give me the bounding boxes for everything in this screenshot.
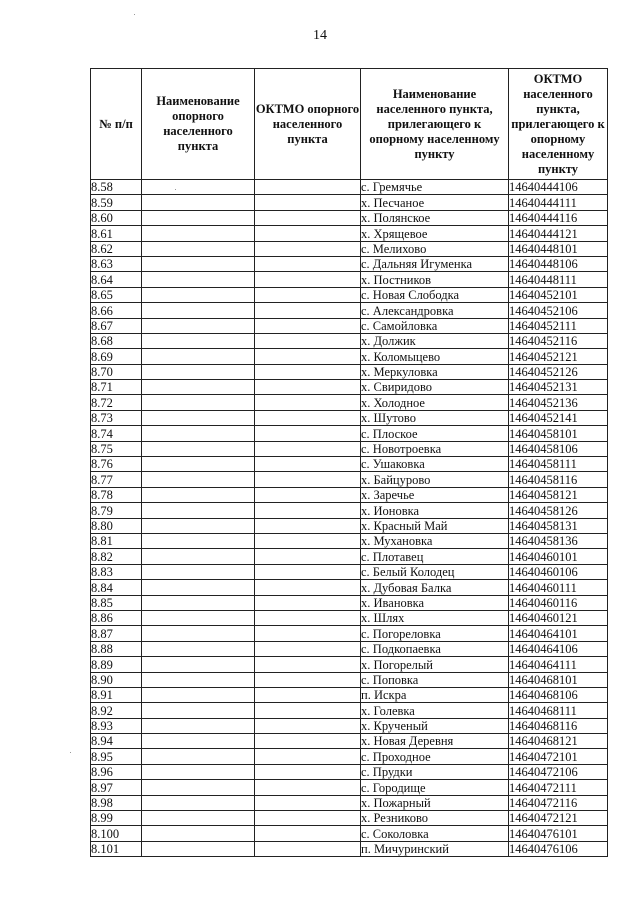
row-number: 8.58 <box>91 180 142 195</box>
table-row <box>91 564 608 579</box>
scan-speck <box>175 189 176 190</box>
settlement-name: х. Свиридово <box>361 380 509 395</box>
table-row <box>91 795 608 810</box>
ref-settlement-name <box>142 364 255 379</box>
settlement-oktmo: 14640452131 <box>509 380 608 395</box>
settlement-oktmo: 14640472121 <box>509 811 608 826</box>
settlement-name: с. Проходное <box>361 749 509 764</box>
settlement-oktmo: 14640458121 <box>509 487 608 502</box>
settlement-name: х. Холодное <box>361 395 509 410</box>
row-number: 8.79 <box>91 503 142 518</box>
ref-settlement-oktmo <box>255 441 361 456</box>
row-number: 8.99 <box>91 811 142 826</box>
table-row <box>91 303 608 318</box>
table-row <box>91 287 608 302</box>
row-number: 8.87 <box>91 626 142 641</box>
table-row <box>91 487 608 502</box>
ref-settlement-name <box>142 626 255 641</box>
settlement-oktmo: 14640472116 <box>509 795 608 810</box>
settlement-name: с. Городище <box>361 780 509 795</box>
table-row <box>91 533 608 548</box>
scan-speck <box>134 14 135 15</box>
table-row <box>91 626 608 641</box>
settlement-name: х. Полянское <box>361 210 509 225</box>
row-number: 8.59 <box>91 195 142 210</box>
table-row <box>91 595 608 610</box>
ref-settlement-name <box>142 780 255 795</box>
ref-settlement-oktmo <box>255 180 361 195</box>
ref-settlement-name <box>142 241 255 256</box>
row-number: 8.70 <box>91 364 142 379</box>
ref-settlement-name <box>142 503 255 518</box>
table-row <box>91 441 608 456</box>
page-number: 14 <box>313 28 327 43</box>
settlement-name: х. Меркуловка <box>361 364 509 379</box>
table-header <box>91 69 608 180</box>
table-row <box>91 410 608 425</box>
settlement-oktmo: 14640476106 <box>509 841 608 856</box>
settlement-name: с. Гремячье <box>361 180 509 195</box>
settlement-oktmo: 14640458136 <box>509 533 608 548</box>
table-row <box>91 318 608 333</box>
settlement-oktmo: 14640460101 <box>509 549 608 564</box>
row-number: 8.98 <box>91 795 142 810</box>
ref-settlement-oktmo <box>255 811 361 826</box>
ref-settlement-oktmo <box>255 718 361 733</box>
ref-settlement-name <box>142 349 255 364</box>
header-adj-oktmo: ОКТМО населенного пункта, прилегающего к опорному населенному пункту <box>509 69 608 180</box>
settlement-name: х. Шлях <box>361 610 509 625</box>
settlement-oktmo: 14640452111 <box>509 318 608 333</box>
settlement-oktmo: 14640448111 <box>509 272 608 287</box>
ref-settlement-oktmo <box>255 533 361 548</box>
ref-settlement-name <box>142 826 255 841</box>
row-number: 8.95 <box>91 749 142 764</box>
settlement-oktmo: 14640458131 <box>509 518 608 533</box>
table-row <box>91 226 608 241</box>
settlement-name: с. Александровка <box>361 303 509 318</box>
row-number: 8.71 <box>91 380 142 395</box>
row-number: 8.84 <box>91 580 142 595</box>
settlement-name: х. Красный Май <box>361 518 509 533</box>
settlement-name: х. Постников <box>361 272 509 287</box>
ref-settlement-name <box>142 380 255 395</box>
table-row <box>91 580 608 595</box>
ref-settlement-oktmo <box>255 287 361 302</box>
ref-settlement-oktmo <box>255 687 361 702</box>
settlement-oktmo: 14640452116 <box>509 333 608 348</box>
row-number: 8.73 <box>91 410 142 425</box>
settlement-oktmo: 14640458111 <box>509 457 608 472</box>
ref-settlement-oktmo <box>255 380 361 395</box>
settlement-name: с. Плотавец <box>361 549 509 564</box>
ref-settlement-oktmo <box>255 595 361 610</box>
settlement-oktmo: 14640468116 <box>509 718 608 733</box>
table-body <box>91 180 608 857</box>
ref-settlement-oktmo <box>255 657 361 672</box>
ref-settlement-oktmo <box>255 564 361 579</box>
row-number: 8.62 <box>91 241 142 256</box>
ref-settlement-name <box>142 272 255 287</box>
ref-settlement-name <box>142 287 255 302</box>
table-row <box>91 841 608 856</box>
ref-settlement-name <box>142 672 255 687</box>
table-row <box>91 518 608 533</box>
settlement-oktmo: 14640460121 <box>509 610 608 625</box>
settlement-name: х. Ионовка <box>361 503 509 518</box>
ref-settlement-oktmo <box>255 318 361 333</box>
ref-settlement-oktmo <box>255 780 361 795</box>
ref-settlement-name <box>142 410 255 425</box>
row-number: 8.63 <box>91 256 142 271</box>
settlement-oktmo: 14640468111 <box>509 703 608 718</box>
settlement-name: с. Мелихово <box>361 241 509 256</box>
settlement-name: с. Новая Слободка <box>361 287 509 302</box>
table-row <box>91 364 608 379</box>
settlement-name: х. Хрящевое <box>361 226 509 241</box>
ref-settlement-oktmo <box>255 364 361 379</box>
row-number: 8.61 <box>91 226 142 241</box>
settlement-name: х. Погорелый <box>361 657 509 672</box>
header-ref-name: Наименование опорного населенного пункта <box>142 69 255 180</box>
ref-settlement-oktmo <box>255 487 361 502</box>
settlement-oktmo: 14640460116 <box>509 595 608 610</box>
row-number: 8.91 <box>91 687 142 702</box>
settlement-name: с. Новотроевка <box>361 441 509 456</box>
ref-settlement-name <box>142 457 255 472</box>
ref-settlement-oktmo <box>255 256 361 271</box>
table-row <box>91 180 608 195</box>
settlement-oktmo: 14640464111 <box>509 657 608 672</box>
settlement-oktmo: 14640452106 <box>509 303 608 318</box>
ref-settlement-name <box>142 303 255 318</box>
ref-settlement-oktmo <box>255 580 361 595</box>
header-num: № п/п <box>91 69 142 180</box>
ref-settlement-oktmo <box>255 241 361 256</box>
ref-settlement-name <box>142 426 255 441</box>
ref-settlement-oktmo <box>255 333 361 348</box>
ref-settlement-name <box>142 564 255 579</box>
row-number: 8.75 <box>91 441 142 456</box>
table-row <box>91 811 608 826</box>
table-row <box>91 472 608 487</box>
table-row <box>91 672 608 687</box>
settlement-oktmo: 14640452126 <box>509 364 608 379</box>
ref-settlement-name <box>142 472 255 487</box>
ref-settlement-oktmo <box>255 410 361 425</box>
table-row <box>91 749 608 764</box>
ref-settlement-oktmo <box>255 826 361 841</box>
settlement-name: х. Заречье <box>361 487 509 502</box>
settlement-name: х. Крученый <box>361 718 509 733</box>
table-row <box>91 195 608 210</box>
row-number: 8.64 <box>91 272 142 287</box>
row-number: 8.83 <box>91 564 142 579</box>
settlement-oktmo: 14640452141 <box>509 410 608 425</box>
settlement-oktmo: 14640458101 <box>509 426 608 441</box>
settlement-name: х. Резниково <box>361 811 509 826</box>
row-number: 8.66 <box>91 303 142 318</box>
settlement-oktmo: 14640468121 <box>509 734 608 749</box>
row-number: 8.67 <box>91 318 142 333</box>
ref-settlement-name <box>142 687 255 702</box>
settlement-oktmo: 14640472101 <box>509 749 608 764</box>
settlement-name: х. Пожарный <box>361 795 509 810</box>
settlement-name: с. Соколовка <box>361 826 509 841</box>
table-row <box>91 734 608 749</box>
ref-settlement-oktmo <box>255 272 361 287</box>
table-row <box>91 272 608 287</box>
ref-settlement-name <box>142 795 255 810</box>
scan-speck <box>70 752 71 753</box>
settlement-oktmo: 14640444116 <box>509 210 608 225</box>
ref-settlement-name <box>142 718 255 733</box>
ref-settlement-name <box>142 256 255 271</box>
ref-settlement-name <box>142 734 255 749</box>
settlement-name: с. Поповка <box>361 672 509 687</box>
row-number: 8.77 <box>91 472 142 487</box>
ref-settlement-name <box>142 549 255 564</box>
table-row <box>91 426 608 441</box>
ref-settlement-oktmo <box>255 395 361 410</box>
ref-settlement-oktmo <box>255 549 361 564</box>
ref-settlement-name <box>142 811 255 826</box>
row-number: 8.90 <box>91 672 142 687</box>
ref-settlement-name <box>142 180 255 195</box>
ref-settlement-oktmo <box>255 349 361 364</box>
row-number: 8.89 <box>91 657 142 672</box>
settlement-name: х. Голевка <box>361 703 509 718</box>
table-row <box>91 210 608 225</box>
ref-settlement-name <box>142 333 255 348</box>
settlement-oktmo: 14640464101 <box>509 626 608 641</box>
settlement-oktmo: 14640452136 <box>509 395 608 410</box>
settlement-oktmo: 14640458126 <box>509 503 608 518</box>
settlement-name: с. Погореловка <box>361 626 509 641</box>
ref-settlement-oktmo <box>255 734 361 749</box>
row-number: 8.60 <box>91 210 142 225</box>
settlement-name: п. Искра <box>361 687 509 702</box>
settlement-name: х. Должик <box>361 333 509 348</box>
ref-settlement-name <box>142 533 255 548</box>
row-number: 8.76 <box>91 457 142 472</box>
table-row <box>91 333 608 348</box>
table-row <box>91 380 608 395</box>
settlement-name: с. Белый Колодец <box>361 564 509 579</box>
settlement-oktmo: 14640452101 <box>509 287 608 302</box>
settlements-table <box>90 68 608 857</box>
settlement-oktmo: 14640458116 <box>509 472 608 487</box>
ref-settlement-name <box>142 318 255 333</box>
settlement-name: х. Дубовая Балка <box>361 580 509 595</box>
table-row <box>91 349 608 364</box>
settlement-oktmo: 14640444121 <box>509 226 608 241</box>
ref-settlement-oktmo <box>255 703 361 718</box>
header-adj-name: Наименование населенного пункта, прилегающего к опорному населенному пункту <box>361 69 509 180</box>
settlement-name: х. Песчаное <box>361 195 509 210</box>
table-row <box>91 549 608 564</box>
ref-settlement-name <box>142 841 255 856</box>
ref-settlement-name <box>142 641 255 656</box>
table-row <box>91 457 608 472</box>
header-row <box>91 69 608 180</box>
ref-settlement-name <box>142 657 255 672</box>
ref-settlement-oktmo <box>255 610 361 625</box>
ref-settlement-name <box>142 195 255 210</box>
row-number: 8.101 <box>91 841 142 856</box>
settlement-oktmo: 14640452121 <box>509 349 608 364</box>
table-row <box>91 687 608 702</box>
settlement-name: х. Шутово <box>361 410 509 425</box>
row-number: 8.96 <box>91 764 142 779</box>
row-number: 8.92 <box>91 703 142 718</box>
ref-settlement-oktmo <box>255 303 361 318</box>
ref-settlement-oktmo <box>255 749 361 764</box>
ref-settlement-name <box>142 764 255 779</box>
row-number: 8.82 <box>91 549 142 564</box>
ref-settlement-oktmo <box>255 626 361 641</box>
ref-settlement-name <box>142 749 255 764</box>
row-number: 8.80 <box>91 518 142 533</box>
ref-settlement-oktmo <box>255 503 361 518</box>
ref-settlement-oktmo <box>255 764 361 779</box>
ref-settlement-oktmo <box>255 795 361 810</box>
table-row <box>91 610 608 625</box>
settlement-oktmo: 14640476101 <box>509 826 608 841</box>
ref-settlement-name <box>142 226 255 241</box>
table-row <box>91 657 608 672</box>
settlement-oktmo: 14640460106 <box>509 564 608 579</box>
table-row <box>91 718 608 733</box>
ref-settlement-oktmo <box>255 195 361 210</box>
ref-settlement-oktmo <box>255 672 361 687</box>
settlement-oktmo: 14640444106 <box>509 180 608 195</box>
row-number: 8.88 <box>91 641 142 656</box>
header-ref-oktmo: ОКТМО опорного населенного пункта <box>255 69 361 180</box>
ref-settlement-name <box>142 441 255 456</box>
row-number: 8.69 <box>91 349 142 364</box>
settlement-name: с. Прудки <box>361 764 509 779</box>
ref-settlement-name <box>142 518 255 533</box>
row-number: 8.86 <box>91 610 142 625</box>
ref-settlement-oktmo <box>255 210 361 225</box>
settlement-oktmo: 14640444111 <box>509 195 608 210</box>
settlement-oktmo: 14640468101 <box>509 672 608 687</box>
row-number: 8.81 <box>91 533 142 548</box>
table-row <box>91 395 608 410</box>
settlement-oktmo: 14640460111 <box>509 580 608 595</box>
ref-settlement-oktmo <box>255 472 361 487</box>
settlement-name: х. Ивановка <box>361 595 509 610</box>
ref-settlement-oktmo <box>255 457 361 472</box>
ref-settlement-oktmo <box>255 518 361 533</box>
ref-settlement-name <box>142 580 255 595</box>
ref-settlement-oktmo <box>255 426 361 441</box>
settlement-name: с. Дальняя Игуменка <box>361 256 509 271</box>
table-row <box>91 641 608 656</box>
row-number: 8.72 <box>91 395 142 410</box>
table-row <box>91 780 608 795</box>
row-number: 8.85 <box>91 595 142 610</box>
settlement-name: п. Мичуринский <box>361 841 509 856</box>
row-number: 8.93 <box>91 718 142 733</box>
ref-settlement-name <box>142 595 255 610</box>
settlement-name: с. Ушаковка <box>361 457 509 472</box>
settlement-oktmo: 14640468106 <box>509 687 608 702</box>
ref-settlement-name <box>142 395 255 410</box>
table-row <box>91 826 608 841</box>
settlement-oktmo: 14640458106 <box>509 441 608 456</box>
table-row <box>91 241 608 256</box>
settlement-oktmo: 14640472106 <box>509 764 608 779</box>
settlement-name: х. Байцурово <box>361 472 509 487</box>
settlement-oktmo: 14640472111 <box>509 780 608 795</box>
ref-settlement-name <box>142 210 255 225</box>
settlement-oktmo: 14640448106 <box>509 256 608 271</box>
row-number: 8.78 <box>91 487 142 502</box>
settlement-name: х. Новая Деревня <box>361 734 509 749</box>
row-number: 8.97 <box>91 780 142 795</box>
table-row <box>91 764 608 779</box>
row-number: 8.68 <box>91 333 142 348</box>
row-number: 8.74 <box>91 426 142 441</box>
row-number: 8.100 <box>91 826 142 841</box>
settlement-name: с. Плоское <box>361 426 509 441</box>
settlement-name: х. Мухановка <box>361 533 509 548</box>
settlement-name: с. Подкопаевка <box>361 641 509 656</box>
ref-settlement-oktmo <box>255 226 361 241</box>
ref-settlement-oktmo <box>255 841 361 856</box>
ref-settlement-name <box>142 703 255 718</box>
table-row <box>91 703 608 718</box>
settlement-name: с. Самойловка <box>361 318 509 333</box>
settlement-oktmo: 14640448101 <box>509 241 608 256</box>
ref-settlement-oktmo <box>255 641 361 656</box>
table-row <box>91 503 608 518</box>
table-row <box>91 256 608 271</box>
ref-settlement-name <box>142 487 255 502</box>
settlement-oktmo: 14640464106 <box>509 641 608 656</box>
row-number: 8.65 <box>91 287 142 302</box>
settlement-name: х. Коломыцево <box>361 349 509 364</box>
row-number: 8.94 <box>91 734 142 749</box>
ref-settlement-name <box>142 610 255 625</box>
